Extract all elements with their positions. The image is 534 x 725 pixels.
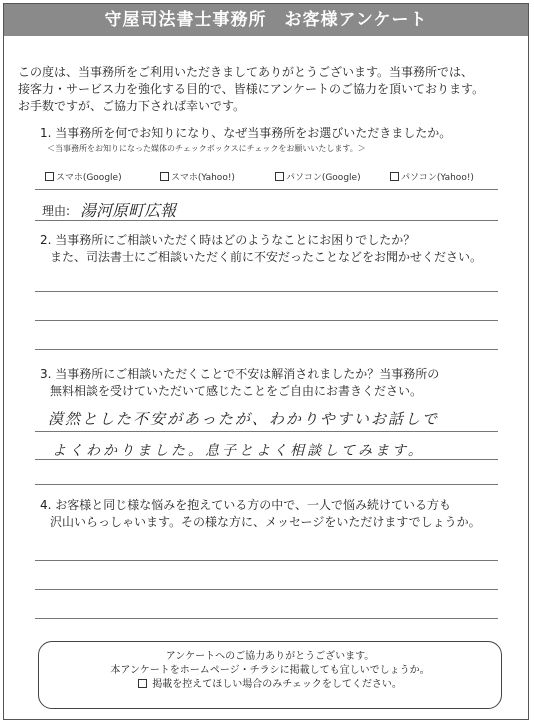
answer-line xyxy=(35,589,498,590)
checkbox[interactable] xyxy=(390,172,399,181)
question-3-line-1: 3. 当事務所にご相談いただくことで不安は解消されましたか？当事務所の xyxy=(40,367,440,381)
question-4-line-2: 沢山いらっしゃいます。その様な方に、メッセージをいただけますでしょうか。 xyxy=(50,515,481,529)
answer-line xyxy=(35,349,498,350)
option-label: パソコン(Yahoo!) xyxy=(401,173,474,183)
opt-out-label: 掲載を控えてほしい場合のみチェックをしてください。 xyxy=(152,679,402,690)
reason-label: 理由: xyxy=(42,204,71,218)
intro-line: お手数ですが、ご協力下されば幸いです。 xyxy=(18,99,246,113)
question-1-note: ＜当事務所をお知りになった媒体のチェックボックスにチェックをお願いいたします。＞ xyxy=(47,144,366,153)
option-smartphone-google[interactable] xyxy=(45,170,122,183)
thanks-line: アンケートへのご協力ありがとうございます。 xyxy=(165,651,375,662)
answer-line xyxy=(35,291,498,292)
answer-line xyxy=(35,189,498,190)
answer-line xyxy=(35,618,498,619)
question-3-line-2: 無料相談を受けていただいて感じたことをご自由にお書きください。 xyxy=(50,384,423,398)
checkbox[interactable] xyxy=(160,172,169,181)
consent-text xyxy=(38,650,502,692)
option-pc-yahoo[interactable] xyxy=(390,170,474,183)
option-label: スマホ(Yahoo!) xyxy=(171,173,235,183)
option-pc-google[interactable] xyxy=(275,170,361,183)
option-label: スマホ(Google) xyxy=(56,173,122,183)
page-title: 守屋司法書士事務所 お客様アンケート xyxy=(4,4,528,36)
answer-line xyxy=(35,459,498,460)
answer-line xyxy=(35,431,498,432)
opt-out-checkbox[interactable] xyxy=(138,679,147,688)
question-1: 1. 当事務所を何でお知りになり、なぜ当事務所をお選びいただきましたか。 xyxy=(40,126,452,140)
answer-line xyxy=(35,320,498,321)
opt-out-row[interactable] xyxy=(38,678,502,692)
intro-text xyxy=(18,64,523,115)
answer-line xyxy=(35,484,498,485)
reason-answer: 湯河原町広報 xyxy=(80,201,177,220)
question-2-line-1: 2. 当事務所にご相談いただく時はどのようなことにお困りでしたか？ xyxy=(40,233,416,247)
answer-text-line-1: 漠然とした不安があったが、わかりやすいお話しで xyxy=(48,410,439,428)
intro-line: この度は、当事務所をご利用いただきましてありがとうございます。当事務所では、 xyxy=(18,65,474,79)
checkbox[interactable] xyxy=(275,172,284,181)
answer-text-line-2: よくわかりました。息子とよく相談してみます。 xyxy=(52,443,425,459)
intro-line: 接客力・サービス力を強化する目的で、皆様にアンケートのご協力を頂いております。 xyxy=(18,82,485,96)
option-label: パソコン(Google) xyxy=(286,173,361,183)
question-4-line-1: 4. お客様と同じ様な悩みを抱えている方の中で、一人で悩み続けている方も xyxy=(40,498,452,512)
answer-line xyxy=(35,560,498,561)
checkbox[interactable] xyxy=(45,172,54,181)
question-2-line-2: また、司法書士にご相談いただく前に不安だったことなどをお聞かせください。 xyxy=(50,250,483,264)
option-smartphone-yahoo[interactable] xyxy=(160,170,235,183)
publish-question: 本アンケートをホームページ・チラシに掲載しても宜しいでしょうか。 xyxy=(110,665,430,676)
answer-line xyxy=(35,220,498,221)
